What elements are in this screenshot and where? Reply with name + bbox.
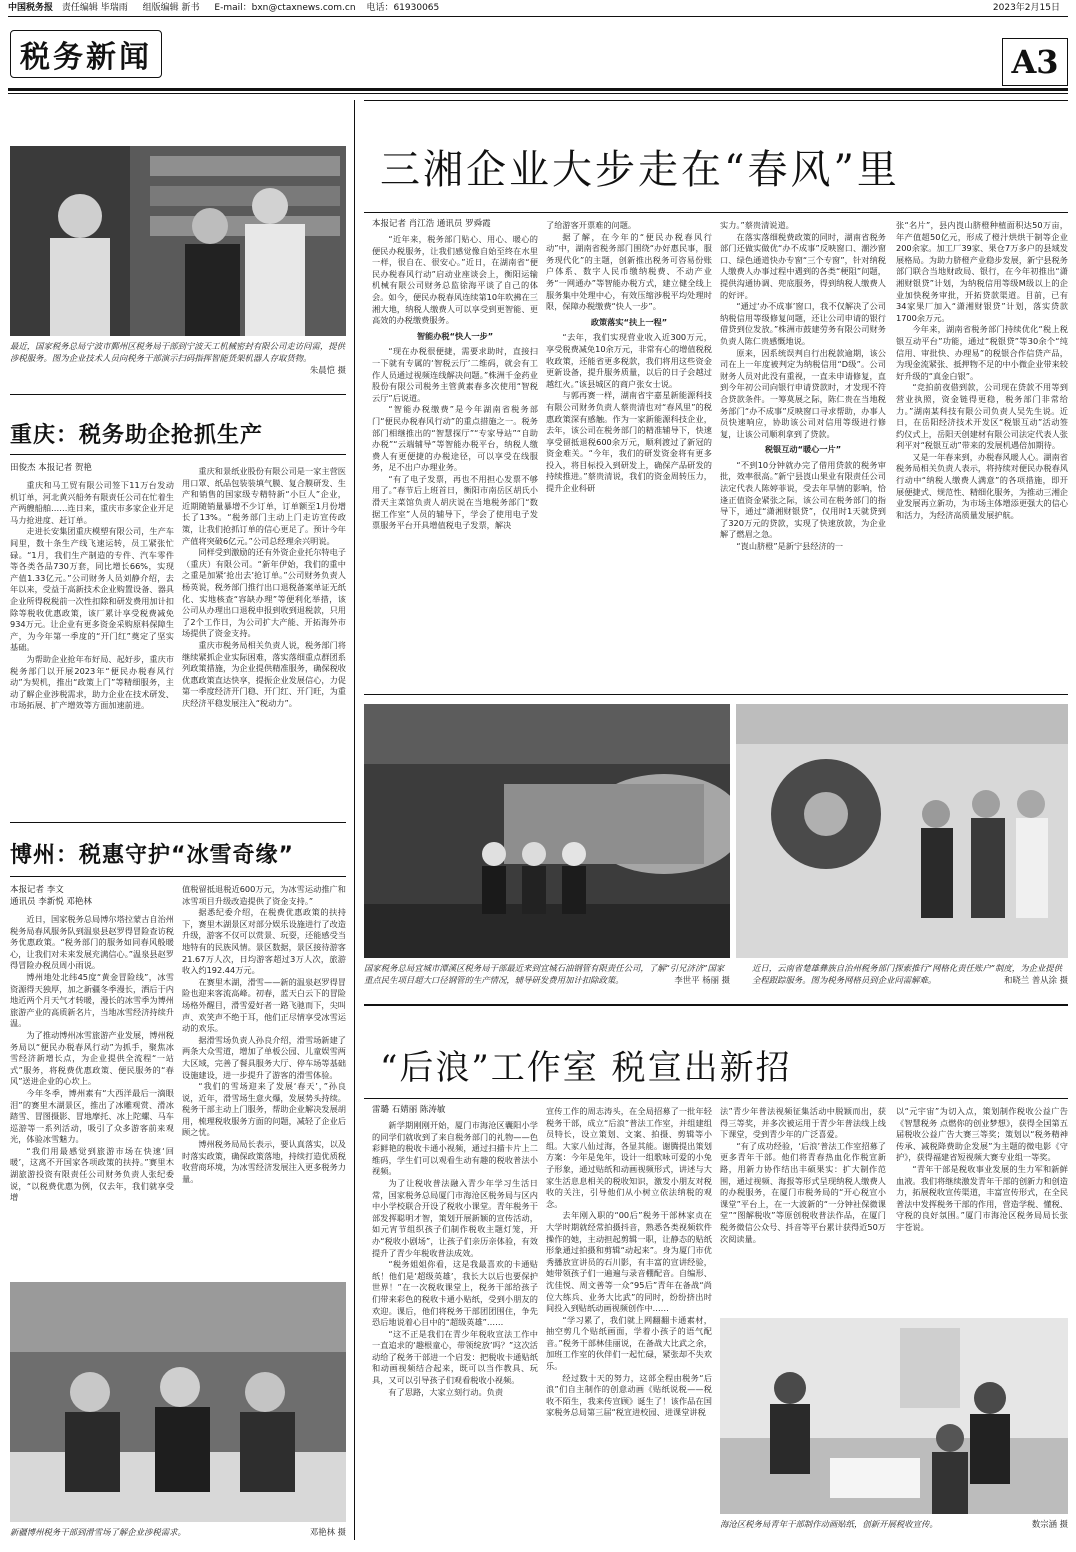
page-number-box xyxy=(1002,38,1068,86)
paragraph: 博州地处北纬45度“黄金冒险线”，冰雪资源得天独厚，加之新疆冬季漫长，洒后于内地近两个月天气才转暖，漫长的冰雪季为博州旅游产业的高质新名片，当地冰雪经济持续升温。 xyxy=(10,971,174,1029)
paragraph: 去年刚入职的“00后”税务干部林家贞在大学时期就经常拍摄抖音，熟悉各类视频软件操作的她，主动担起剪辑一职，让静态的贴纸形象通过拍摄和剪辑“动起来”。身为厦门市优秀播放宣讲员的石川影，有丰富的宣讲经验，她带领孩子们一遍遍与录音棚配音。自编形、沈佳悦、周文善等一众“95后”青年在备战“尚位大练兵、业务大比武”的同时，纷纷挤出时间投入到贴纸动画视频创作中…… xyxy=(546,1210,712,1314)
article-xiamen-col1 xyxy=(372,1120,538,1544)
paragraph: 据了解，在今年的“便民办税春风行动”中，湖南省税务部门围绕“办好惠民事，服务现代化”的主题，创新推出税务可咨易份账户体系、数字人民币缴纳税费、不动产业务“一网通办”等智能办税方式，建立健全线上服务集中处理中心，有效压缩涉税平均处理时限，保障办税缴费“快人一步”。 xyxy=(546,231,712,312)
paragraph: 经过数十天的努力，这部全程由税务“后浪”们自主制作的创意动画《贴纸说税——税收不陌生，我来传宣顾》诞生了！该作品在国家税务总局第三届“税宣进校园、进课堂讲税 xyxy=(546,1372,712,1418)
divider xyxy=(10,822,346,823)
phone: 电话：61930065 xyxy=(366,3,440,13)
photo-yunnan-caption xyxy=(752,962,1068,1000)
byline-hunan: 本报记者 肖江浩 通讯员 罗舜霞 xyxy=(372,219,491,229)
page-number: A3 xyxy=(1011,43,1059,81)
paragraph: “有了电子发票，再也不用担心发票不够用了。”春节后上班首日，衡阳市南岳区胡氏小滑天主菜馆负责人胡庆说在当地税务部门“数据工作室”人员的辅导下，学会了使用电子发票服务平台开具增值税电子发票，解决 xyxy=(372,473,538,531)
paragraph: 近日，国家税务总局博尔塔拉蒙古自治州税务局春风服务队到温泉县赵罗得冒险查访税务优惠政策。“税务部门的服务如同春风般暖心，让我们对未来发展充满信心。”温泉县赵罗得冒险办税员周小雨说。 xyxy=(10,914,174,971)
divider xyxy=(10,394,346,395)
paragraph: 实力。”蔡贵清说道。 xyxy=(720,220,794,230)
editor: 责任编辑 毕瑞雨 xyxy=(61,3,128,13)
photo-ningbo-credit: 朱晨恺 摄 xyxy=(309,365,346,375)
photo-steelpipe xyxy=(364,704,730,958)
photo-steelpipe-caption-text: 国家税务总局宜城市潭溪区税务局干部最近来到宜城石油钢管有限责任公司，了解“引兄济济”国家重点民生项目超大口径钢管的生产情况，辅导研发费用加计扣除政策。 xyxy=(364,963,725,985)
top-rule xyxy=(8,16,1068,17)
email: E-mail：bxn@ctaxnews.com.cn xyxy=(214,3,356,13)
paragraph: “税务姐姐你看，这是我最喜欢的卡通贴纸！他们是‘超级英雄’，我长大以后也要保护世界！”在一次税收课堂上，税务干部给孩子们带来彩色的税收卡通小贴纸，受到小朋友的欢迎。课后，他们将税务干部团团围住，争先恐后地说着心目中的“超级英雄”…… xyxy=(372,1259,538,1328)
paragraph: “我们用最感觉到旅游市场在快速‘回暖’，这离不开国家各项政策的扶持。”赛里木湖旅游投资有限责任公司财务负责人张纪委说，“以税费优惠为例，仅去年，我们就享受增 xyxy=(10,1145,174,1203)
paragraph: 以“元宇宙”为切入点，策划制作税收公益广告《智慧税务 点燃你的创业梦想》，获得全国第五届税收公益广告大赛三等奖；策划以“税务精神传承、减税降费助企发展”为主题的微电影《守护》，获得福建省短视频大赛专业组一等奖。 xyxy=(896,1106,1068,1163)
article-bozhou-col1 xyxy=(10,914,174,1274)
subhead: 政策落实“扶上一程” xyxy=(590,316,668,327)
paragraph: 为帮助企业抢年布好局、起好步，重庆市税务部门以开展2023年“便民办税春风行动”为契机，推出“政策上门”等精细服务，主动了解企业涉税需求，助力企业在技术研发、市场拓展、扩产增效等方面加速前进。 xyxy=(10,653,174,711)
article-hunan-col3 xyxy=(720,220,886,684)
paragraph: 重庆和马工贸有限公司签下11万台发动机订单，河北黄兴船务有限责任公司在忙着生产两艘船舶……连日来，重庆市多家企业开足马力抢进度、赶订单。 xyxy=(10,480,174,525)
header-rule xyxy=(8,88,1068,91)
layout-editor: 组版编辑 新书 xyxy=(142,3,200,13)
paper-name: 中国税务报 xyxy=(8,3,54,13)
paragraph: 据滑雪场负责人孙良介绍，滑雪场新建了两条大众雪道，增加了单板公园、儿童娱雪两大区域，完善了餐具服务大厅、停车场等基础设施建设，进一步提升了游客的滑雪体验。 xyxy=(182,1034,346,1080)
photo-xiamen-credit: 数宗涵 摄 xyxy=(1031,1519,1068,1529)
paragraph: 同样受到激励的还有外资企业托尔特电子（重庆）有限公司。“新年伊始，我们的重中之重是加紧‘抢出去’抢订单。”公司财务负责人杨英说，税务部门推行出口退税备案单证无纸化、实地核查“容缺办理”等便利化举措，该公司从办理出口退税申报到收到退税款，只用了2个工作日，为公司扩大产能、开拓海外市场提供了资金支持。 xyxy=(182,547,346,639)
paragraph: 重庆和景纸业股份有限公司是一家主营医用口罩、纸品包装装填气膜、复合膜研发、生产和销售的国家级专精特新“小巨人”企业，近期随销量暴增不少订单，订单额至1月份增长了13%。“税务部门主动上门走访宣传政策，让我们抢抓订单的信心更足了。预计今年产值将突破6亿元。”公司总经理余兴明说。 xyxy=(182,466,346,546)
headline-xiamen: “后浪”工作室 税宣出新招 xyxy=(380,1048,792,1088)
paragraph: 博州税务局局长表示，要认真落实，以及时落实政策，确保政策落地，持续打造优质税收营商环境，为冰雪经济发展注入更多税务力量。 xyxy=(182,1139,346,1184)
article-xiamen-col4 xyxy=(896,1106,1068,1310)
section-title: 税务新闻 xyxy=(20,40,152,75)
paragraph: 法”青少年普法视频征集活动中脱颖而出，获得三等奖，并多次被运用于青少年普法线上线下课堂，受到青少年的广泛喜爱。 xyxy=(720,1106,886,1140)
paragraph: “近年来，税务部门贴心、用心、暖心的便民办税服务，让我们感觉像自始至终在水里一样，很自在、很安心。”近日，在湖南省“便民办税春风行动”启动业座谈会上，衡阳运输机械有限公司财务总监徐海平谈了自己的体会。如今，便民办税春风连续第10年吹拂在三湘大地，纳税人缴费人可以享受到更智能、更高效的办税缴费服务。 xyxy=(372,234,538,326)
paragraph: 今年冬季，博州素有“大西洋最后一滴眼泪”的赛里木湖景区，推出了冰雕观赏、滑冰踏雪、冒图摄影、冒地摩托、冰上陀螺、马车巡游等一系列活动，吸引了众多游客前来观光，体验冰雪魅力。 xyxy=(10,1087,174,1145)
article-hunan-col4 xyxy=(896,220,1068,684)
photo-yunnan-image xyxy=(736,704,1068,958)
divider xyxy=(364,212,1068,213)
photo-steelpipe-image xyxy=(364,704,730,958)
paragraph: “去年，我们实现营业收入近300万元，享受税费减免10余万元，非常有心的增值税税收政策，还能省更多税款，我们将用这些资金更新设备，提升服务质量，以后的日子会越过越红火。”该县城区的商户张女士说。 xyxy=(546,332,712,389)
photo-ningbo xyxy=(10,146,346,336)
photo-yunnan-caption-text: 近日，云南省楚雄彝族自治州税务部门探索推行“网格化责任账户”制度，为企业提供全程跟踪服务。图为税务网格员到企业问需解难。 xyxy=(752,963,1063,985)
paragraph: 值税留抵退税近600万元，为冰雪运动推广和冰雪项目升级改造提供了资金支持。” xyxy=(182,884,346,906)
paragraph: 今年来，湖南省税务部门持续优化“税上税银互动平台”功能，通过“税银贷”等30余个“纯信用、审批快、办理易”的税银合作信贷产品，为现金流紧张、抵押物不足的中小微企业带来较好升级的“真金白银”。 xyxy=(896,324,1068,381)
divider xyxy=(364,100,1068,101)
paragraph: 重庆市税务局相关负责人说，税务部门将继续紧抓企业实际困难，落实落细重点群团系列政策措施，为企业提供精准服务，确保税收优惠政策直达快享，提振企业发展信心，力促第一季度经济开门稳、开门红、开门旺，为重庆经济平稳发展注入“税动力”。 xyxy=(182,639,346,708)
paragraph: “青年干部是税收事业发展的生力军和新鲜血液。我们将继续激发青年干部的创新力和创造力，拓展税收宣传渠道，丰富宣传形式，在全民普法中发挥税务干部的作用，营造学税、懂税、守税的良好氛围。”厦门市海沧区税务局局长张宇苍说。 xyxy=(896,1163,1068,1232)
photo-bozhou-caption-text: 新疆博州税务干部到滑雪场了解企业涉税需求。 xyxy=(10,1527,186,1537)
issue-date: 2023年2月15日 xyxy=(992,3,1060,13)
headline-hunan: 三湘企业大步走在“春风”里 xyxy=(380,147,900,193)
photo-ningbo-image xyxy=(10,146,346,336)
paragraph: “有了成功经验，‘后浪’普法工作室招募了更多青年干部。他们将青春热血化作税宣新路，用新力协作结出丰硕果实：扩大制作范围，通过视频、海报等形式呈现纳税人缴费人的办税服务，在厦门市税务局的“开心税宣小课堂”平台上，在一大波新的“一分钟社保微课堂”“图解税收”等原创税收普法作品，在厦门税务微信公众号、抖音等平台累计获得近50万次阅读量。 xyxy=(720,1140,886,1244)
paragraph: 新学期刚刚开始，厦门市海沧区囊阳小学的同学们就收到了来自税务部门的礼物——色彩鲜艳的税收卡通小视频，通过扫描卡片上二维码，学生们可以观看生动有趣的税收普法小视频。 xyxy=(372,1120,538,1177)
paragraph: 原来，因系统误判自行出税款逾期，该公司在上一年度被判定为纳税信用“D级”。公司财务人员对此没有重视，一直未申请修复，直到今年初公司向银行申请贷款时，才发现不符合贷款条件。一筹莫展之际，陈仁贵在当地税务部门“办不成事”反映窗口寻求帮助，办事人员快速响应，协助该公司对信用等级进行修复，让该公司顺利拿到了贷款。 xyxy=(720,347,886,439)
headline-bozhou: 博州：税惠守护“冰雪奇缘” xyxy=(10,843,294,868)
paragraph: “现在办税很便捷，需要求助时，直接扫一下就有专属的‘智税云厅’二维码，就会有工作人员通过视频连线解决问题。”株洲千金药业股份有限公司税务主管黄素春多次使用“智税云厅”后说道。 xyxy=(372,346,538,403)
paragraph: 为了让税收普法融入青少年学习生活日常，国家税务总局厦门市海沧区税务局与区内中小学校联合开设了税收小课堂。青年税务干部发挥聪明才智，策划开展新颖的宣传活动，如元宵节组织孩子们制作税收主题灯笼，开办“税收小剧场”，让孩子们亲历亲体验，有效提升了青少年税收普法成效。 xyxy=(372,1177,538,1258)
headline-chongqing: 重庆：税务助企抢抓生产 xyxy=(10,423,264,448)
subhead: 税银互动“暖心一片” xyxy=(764,444,842,455)
divider xyxy=(364,1004,1068,1006)
photo-bozhou-credit: 邓艳林 摄 xyxy=(309,1527,346,1537)
paragraph: 有了思路，大家立刻行动。负责 xyxy=(388,1386,504,1397)
article-chongqing-col2 xyxy=(182,466,346,816)
photo-xiamen xyxy=(720,1318,1068,1514)
paragraph: “竞拍前夜借到款，公司现在贷款不用等到营业执照，资金链得更稳，税务部门非常给力。”湖南某科技有限公司负责人吴先生说。近日，在岳阳经济技术开发区“税银互动”活动签约仪式上，岳阳天创建材有限公司法定代表人张利平对“税银互动”带来的发展机遇倍加期待。 xyxy=(896,382,1068,451)
paragraph: “不到10分钟就办完了借用贷款的税务审批，效率很高。”新宁县崀山果业有限责任公司法定代表人陈婷菲说，受去年旱情的影响，恰逢正值资金紧张之际，该公司在税务部门的指导下，通过“潇湘财银贷”，仅用时1天就贷到了320万元的贷款，实现了快速放款，为企业解了燃眉之急。 xyxy=(720,459,886,540)
paragraph: 宣传工作的周志涛头，在全局招募了一批年轻税务干部，成立“后浪”普法工作室，并组建组员特长，设立策划、文案、拍摄、剪辑等小组。大家八仙过海，各显其能。谢腾提出策划方案：今年是兔年，设计一组歌咏可爱的小兔子形象，通过贴纸和动画视频形式，讲述与大家生活息息相关的税收知识，激发小朋友对税收的关注，引导他们从小树立依法纳税的观念。 xyxy=(546,1106,712,1209)
photo-steelpipe-caption xyxy=(364,962,730,1000)
article-xiamen-col3 xyxy=(720,1106,886,1310)
byline-chongqing: 田俊杰 本报记者 贺艳 xyxy=(10,463,92,473)
photo-xiamen-image xyxy=(720,1318,1068,1514)
article-bozhou-col2 xyxy=(182,884,346,1274)
photo-ningbo-caption xyxy=(10,340,346,388)
paragraph: 与郭再赛一样，湖南省宇嘉星新能源科技有限公司财务负责人蔡贵清也对“春风里”的税惠政策深有感触。作为一家新能源科技企业，去年，该公司在税务部门的精准辅导下，快速享受留抵退税600余万元，顺利渡过了新冠的资金难关。“今年，我们的研发资金将有更多投入，将目标投入到研发上，确保产品研发的持续推进。”蔡贵清说，我们的资金周转压力，提升企业科研 xyxy=(546,390,712,494)
paragraph: “通过‘办不成事’窗口，我不仅解决了公司纳税信用等级修复问题，还让公司申请的银行借贷到位发放。”株洲市鼓建劳务有限公司财务负责人陈仁贵感慨地说。 xyxy=(720,301,886,346)
paragraph: 了给游客开票难的问题。 xyxy=(546,220,637,230)
paragraph: 张“名片”，县内崀山脐橙种植面积达50万亩，年产值超50亿元，形成了橙汁烘烘干制等企业200余家。加工厂39家、果仓7万多户的县域发展格局。为助力脐橙产业稳步发展，新宁县税务部门联合当地财政局、银行，在今年初推出“潇湘财银贷”计划，为纳税信用等级M级以上的企业加快税务审批，开拓贷款渠道。目前，已有34家果厂加入“潇湘财银贷”计划，落实贷款1700余万元。 xyxy=(896,220,1068,323)
article-hunan-col2 xyxy=(546,220,712,684)
photo-bozhou-image xyxy=(10,1282,346,1522)
column-divider xyxy=(354,100,355,1540)
paragraph: “崀山脐橙”是新宁县经济的一 xyxy=(736,541,844,552)
masthead-bar xyxy=(8,3,1068,15)
divider xyxy=(364,694,1068,695)
photo-xiamen-caption-text: 海沧区税务局青年干部制作动画贴纸，创新开展税收宣传。 xyxy=(720,1519,938,1529)
divider xyxy=(10,454,346,455)
paragraph: 走进长安集团重庆模塑有限公司，生产车间里，数十条生产线飞速运转，员工紧张忙碌。“1月，我们生产制造的专件、汽车零件等各类各品730万套，同比增长66%，实现产值1.33亿元。”公司财务人员刘静介绍，去年以来，受益于高新技术企业购置设备、器具企业所得税税前一次性扣除和研发费用加计扣除等税收优惠政策，该厂累计享受税费减免934万元。让企业有更多资金采购原料保障生产，为今年第一季度的“开门红”奠定了坚实基础。 xyxy=(10,526,174,653)
photo-bozhou xyxy=(10,1282,346,1522)
header-rule-thin xyxy=(8,93,1068,94)
byline-bozhou-2: 通讯员 李新悦 邓艳林 xyxy=(10,897,92,907)
photo-bozhou-caption xyxy=(10,1526,346,1542)
byline-xiamen: 雷璐 石婧丽 陈涛敏 xyxy=(372,1105,446,1115)
paragraph: 据悉纪委介绍，在税费优惠政策的扶持下，赛里木湖景区对部分娱乐设施进行了改造升级，游客不仅可以赏景、玩耍，还能感受当地特有的民族风情。景区数据，景区接待游客21.67万人次，日均游客超过3万人次，旅游收入约192.44万元。 xyxy=(182,907,346,976)
paragraph: 在落实落细税费政策的同时，湖南省税务部门还做实做优“办不成事”反映窗口、潮沙窗口、绿色通道快办专窗“三个专窗”，针对纳税人缴费人办事过程中遇到的各类“梗阻”问题，提供沟通协调、兜底服务，得到纳税人缴费人的好评。 xyxy=(720,231,886,300)
photo-yunnan xyxy=(736,704,1068,958)
article-hunan-col1 xyxy=(372,234,538,684)
paragraph: “智能办税缴费”是今年湖南省税务部门“便民办税春风行动”的重点措施之一。税务部门相继推出的“智慧探厅”“专家导站”“自助办税”“云端辅导”等智能办税平台，纳税人缴费人有更便捷的办税途径，可以享受在线服务，足不出户办理业务。 xyxy=(372,404,538,473)
article-chongqing-col1 xyxy=(10,480,174,816)
byline-bozhou-1: 本报记者 李文 xyxy=(10,885,64,895)
section-box xyxy=(10,30,162,78)
photo-yunnan-credit: 和晓兰 普从涂 摄 xyxy=(1004,975,1068,985)
photo-steelpipe-credit: 李世平 杨丽 摄 xyxy=(674,975,730,985)
divider xyxy=(10,876,346,877)
paragraph: “这不正是我们在青少年税收宣法工作中一直追求的‘趣根童心，带领绽放’吗？”这次活动给了税务干部进一个启发：把税收卡通贴纸和动画视频结合起来，既可以当作教具、玩具，又可以引导孩子们观看税收小视频。 xyxy=(372,1328,538,1386)
paragraph: 为了推动博州冰雪旅游产业发展，博州税务局以“便民办税春风行动”为抓手，聚焦冰雪经济新增长点，为企业提供全流程“一站式”服务，将税费优惠政策、便民服务的“春风”送进企业的心坎上。 xyxy=(10,1029,174,1087)
photo-xiamen-caption xyxy=(720,1518,1068,1534)
paragraph: “我们的雪场迎来了发展‘春天’，”孙良说，近年，滑雪场生意火爆，发展势头持续。税务干部主动上门服务，帮助企业解决发展胡用，梳理税收服务方面的问题，减轻了企业后顾之忧。 xyxy=(182,1081,346,1138)
divider xyxy=(364,1098,1068,1099)
paragraph: 在赛里木湖，滑雪——新的温泉赵罗得冒险也迎来客流高峰。初春，蓝天白云下的冒险场格外醒目，滑雪爱好者一路飞驰而下，尖叫声、欢笑声不绝于耳，他们正尽情享受冰雪运动的欢乐。 xyxy=(182,976,346,1034)
paragraph: 又是一年春来到，办税春风暖人心。湖南省税务局相关负责人表示，将持续对便民办税春风行动中“纳税人缴费人满意”的各项措施，即开展便捷式、规范性、精细化服务，为推动三湘企业发展再立新功，为市场主体增添更强大的信心和活力，为经济高质量发展护航。 xyxy=(896,451,1068,520)
paragraph: “学习累了，我们就上网翻翻卡通素材，抽空剪几个贴纸画面，学着小孩子的语气配音。”税务干部林佳丽说，在备战大比武之余，加班工作室的伙伴们一起忙碌，紧张却不失欢乐。 xyxy=(546,1314,712,1372)
photo-ningbo-caption-text: 最近，国家税务总局宁波市鄞州区税务局干部到宁波天工机械密封有限公司走访问需，提供涉税服务。图为企业技术人员向税务干部演示扫码指挥智能货架机器人存取货物。 xyxy=(10,341,345,363)
article-xiamen-col2 xyxy=(546,1106,712,1544)
subhead: 智能办税“快人一步” xyxy=(416,330,494,341)
